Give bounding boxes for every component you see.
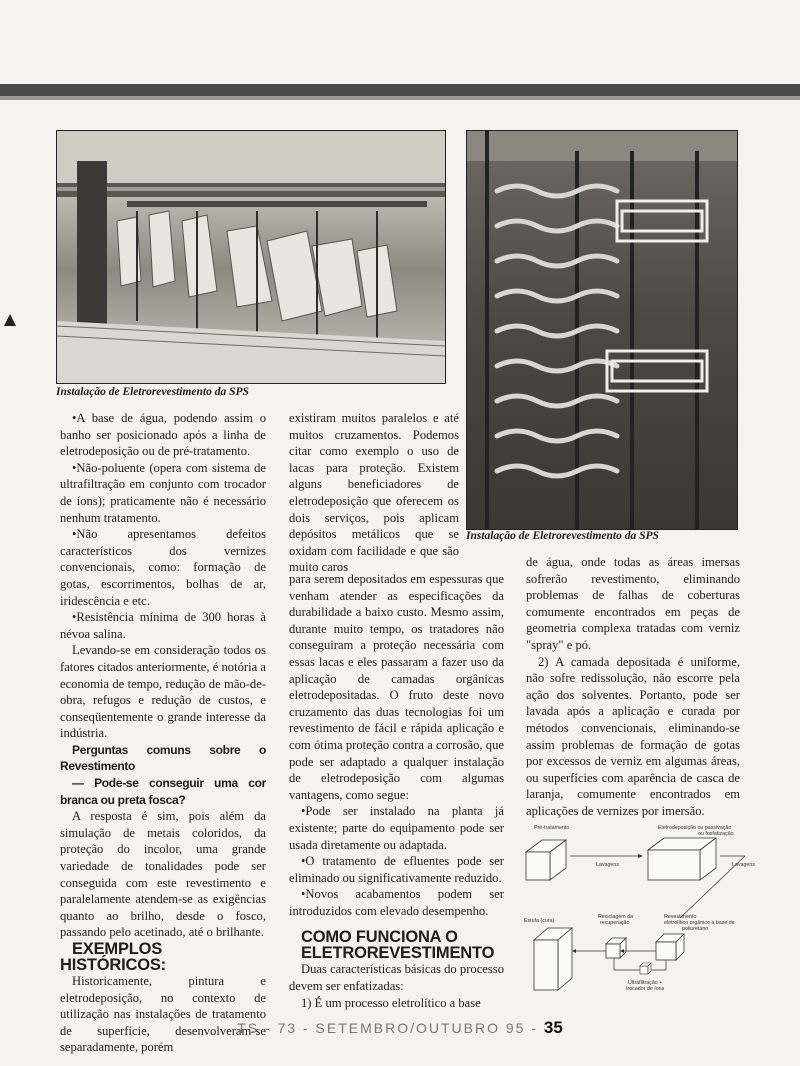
label-eletrodeposicao-2: ou fosfatização: [698, 831, 734, 837]
arrow-head-1: [638, 854, 643, 858]
col2-bullet-2: • O tratamento de efluentes pode ser eliminado ou significativamente reduzido.: [289, 853, 504, 886]
col2-paragraph-3: 1) É um processo eletrolítico a base: [301, 995, 481, 1010]
col3-paragraph-2: 2) A camada depositada é uniforme, não sofre redissolução, não escorre pela ação dos solventes. Portanto, pode ser lavada após a aplicação e curada por métodos convencionais, eliminando-se assim problemas de formação de gotas por excessos de verniz em algumas áreas, ou superfícies com aparência de casca de laranja, comumente encontrados em aplicações de vernizes por imersão.: [526, 654, 740, 818]
tank-revestimento: [656, 934, 684, 960]
line-uf-to-recycle: [614, 958, 640, 970]
section-title-how-it-works-2: ELETROREVESTIMENTO: [301, 944, 495, 963]
label-reciclagem-1: Reciclagem da: [598, 914, 634, 920]
label-revestimento-2: eletrolítico orgânico a base de: [664, 920, 735, 926]
col1-bullet-2: • Não-poluente (opera com sistema de ultrafiltração em conjunto com trocador de íons); praticamente não é necessário nenhum tratamento.: [60, 460, 266, 526]
label-reciclagem-2: recuperação: [600, 920, 630, 926]
col1-paragraph-1: Levando-se em consideração todos os fatores citados anteriormente, é notória a economia de tempo, redução de mão-de-obra, refugos e redução de custos, e conseqüentemente o grande interesse da indústria.: [60, 643, 266, 741]
page-footer: [0, 1018, 800, 1038]
photo-right-caption: Instalação de Eletrorevestimento da SPS: [466, 530, 659, 542]
label-estufa: Estufa (cura): [524, 918, 555, 924]
col1-paragraph-3: Historicamente, pintura e eletrodeposição, no contexto de utilização nas instalações de tratamento de superfície, desenvolveram-se separadamente, porém: [60, 974, 266, 1055]
questions-heading: Perguntas comuns sobre o Revestimento: [60, 742, 266, 774]
section-title-how-it-works-1: COMO FUNCIONA O: [301, 928, 458, 947]
margin-arrow-mark: [4, 314, 16, 326]
tank-eletrodeposicao: [648, 838, 716, 880]
text-column-1: [60, 410, 266, 1056]
unit-ultrafiltracao: [640, 963, 651, 974]
tank-pretratamento: [526, 840, 566, 880]
section-title-historical: EXEMPLOS HISTÓRICOS:: [60, 940, 166, 974]
label-lavagens-1: Lavagens: [596, 862, 619, 868]
tank-estufa: [534, 928, 572, 990]
question-text: — Pode-se conseguir uma cor branca ou preta fosca?: [60, 776, 266, 807]
col1-bullet-3: • Não apresentamos defeitos característicos dos vernizes convencionais, como: formação de gotas, escorrimentos, bolhas de ar, iridescência e etc.: [60, 526, 266, 609]
col2-bullet-3: • Novos acabamentos podem ser introduzidos com elevado desempenho.: [289, 886, 504, 919]
header-rule: [0, 84, 800, 96]
footer-issue-text: TS - 73 - SETEMBRO/OUTUBRO 95 -: [237, 1020, 544, 1036]
photo-right-illustration: [467, 131, 737, 529]
label-revestimento-3: poliuretano: [682, 926, 709, 932]
process-diagram: [520, 818, 775, 996]
label-ultrafiltracao-2: trocador de íons: [626, 986, 665, 992]
page-number: 35: [543, 1018, 563, 1037]
col2-bullet-1: • Pode ser instalado na planta já existente; parte do equipamento pode ser usada diretamente ou adaptada.: [289, 803, 504, 853]
label-pretratamento: Pré-tratamento: [534, 825, 570, 831]
col1-bullet-1: • A base de água, podendo assim o banho ser posicionado após a linha de eletrodeposição ou de pré-tratamento.: [60, 410, 266, 460]
col2-paragraph-1-bottom: para serem depositados em espessuras que venham atender as especificações da durabilidade a baixo custo. Mesmo assim, durante muito tempo, os tratadores não conseguiram a proteção necessária com essas lacas e eles passaram a fazer uso da aplicação de camadas orgânicas eletrodepositadas. O fruto deste novo cruzamento das duas tecnologias foi um revestimento de fácil e rápida aplicação e com ótima proteção contra a corrosão, que pode ser adaptado a qualquer instalação de eletrodeposição com algumas vantagens, como segue:: [289, 572, 504, 802]
label-revestimento-1: Revestimento: [664, 914, 697, 920]
tank-reciclagem: [606, 938, 626, 958]
header-rule-thin: [0, 96, 800, 100]
col3-paragraph-1: de água, onde todas as áreas imersas sofrerão revestimento, eliminando problemas de falhas de coberturas comumente encontrados em peças de geometria complexa tratadas com verniz "spray" e pó.: [526, 555, 740, 652]
photo-left-illustration: [57, 131, 445, 383]
label-lavagens-2: Lavagens: [732, 862, 755, 868]
text-column-2: [289, 571, 504, 1011]
col1-paragraph-2: A resposta é sim, pois além da simulação de metais coloridos, da proteção do incolor, uma grande variedade de tonalidades pode ser conseguida com este revestimento e paralelamente atendem-se as exigências quanto ao brilho, desde o fosco, passando pelo acetinado, até o brilhante.: [60, 809, 266, 940]
col2-paragraph-2: Duas características básicas do processo devem ser enfatizadas:: [289, 962, 504, 994]
text-column-3: [526, 554, 740, 820]
col2-paragraph-1-top: existiram muitos paralelos e até muitos cruzamentos. Podemos citar como exemplo o uso de lacas para proteção. Existem alguns beneficiadores de eletrodeposição que oferecem os dois serviços, pois aplicam depósitos metálicos que se oxidam com facilidade e que são muito caros: [289, 411, 459, 575]
photo-electrocoating-line-left: [56, 130, 446, 384]
photo-electrocoating-line-right: [466, 130, 738, 530]
col1-bullet-4: • Resistência mínima de 300 horas à névoa salina.: [60, 609, 266, 642]
label-eletrodeposicao-1: Eletrodeposição ou passivação: [658, 825, 732, 831]
arrow-head-3: [572, 949, 576, 953]
label-ultrafiltracao-1: Ultrafiltração +: [628, 980, 663, 986]
text-column-2-top: [289, 410, 459, 576]
photo-left-caption: Instalação de Eletrorevestimento da SPS: [56, 386, 249, 398]
line-revest-to-uf: [651, 960, 666, 970]
